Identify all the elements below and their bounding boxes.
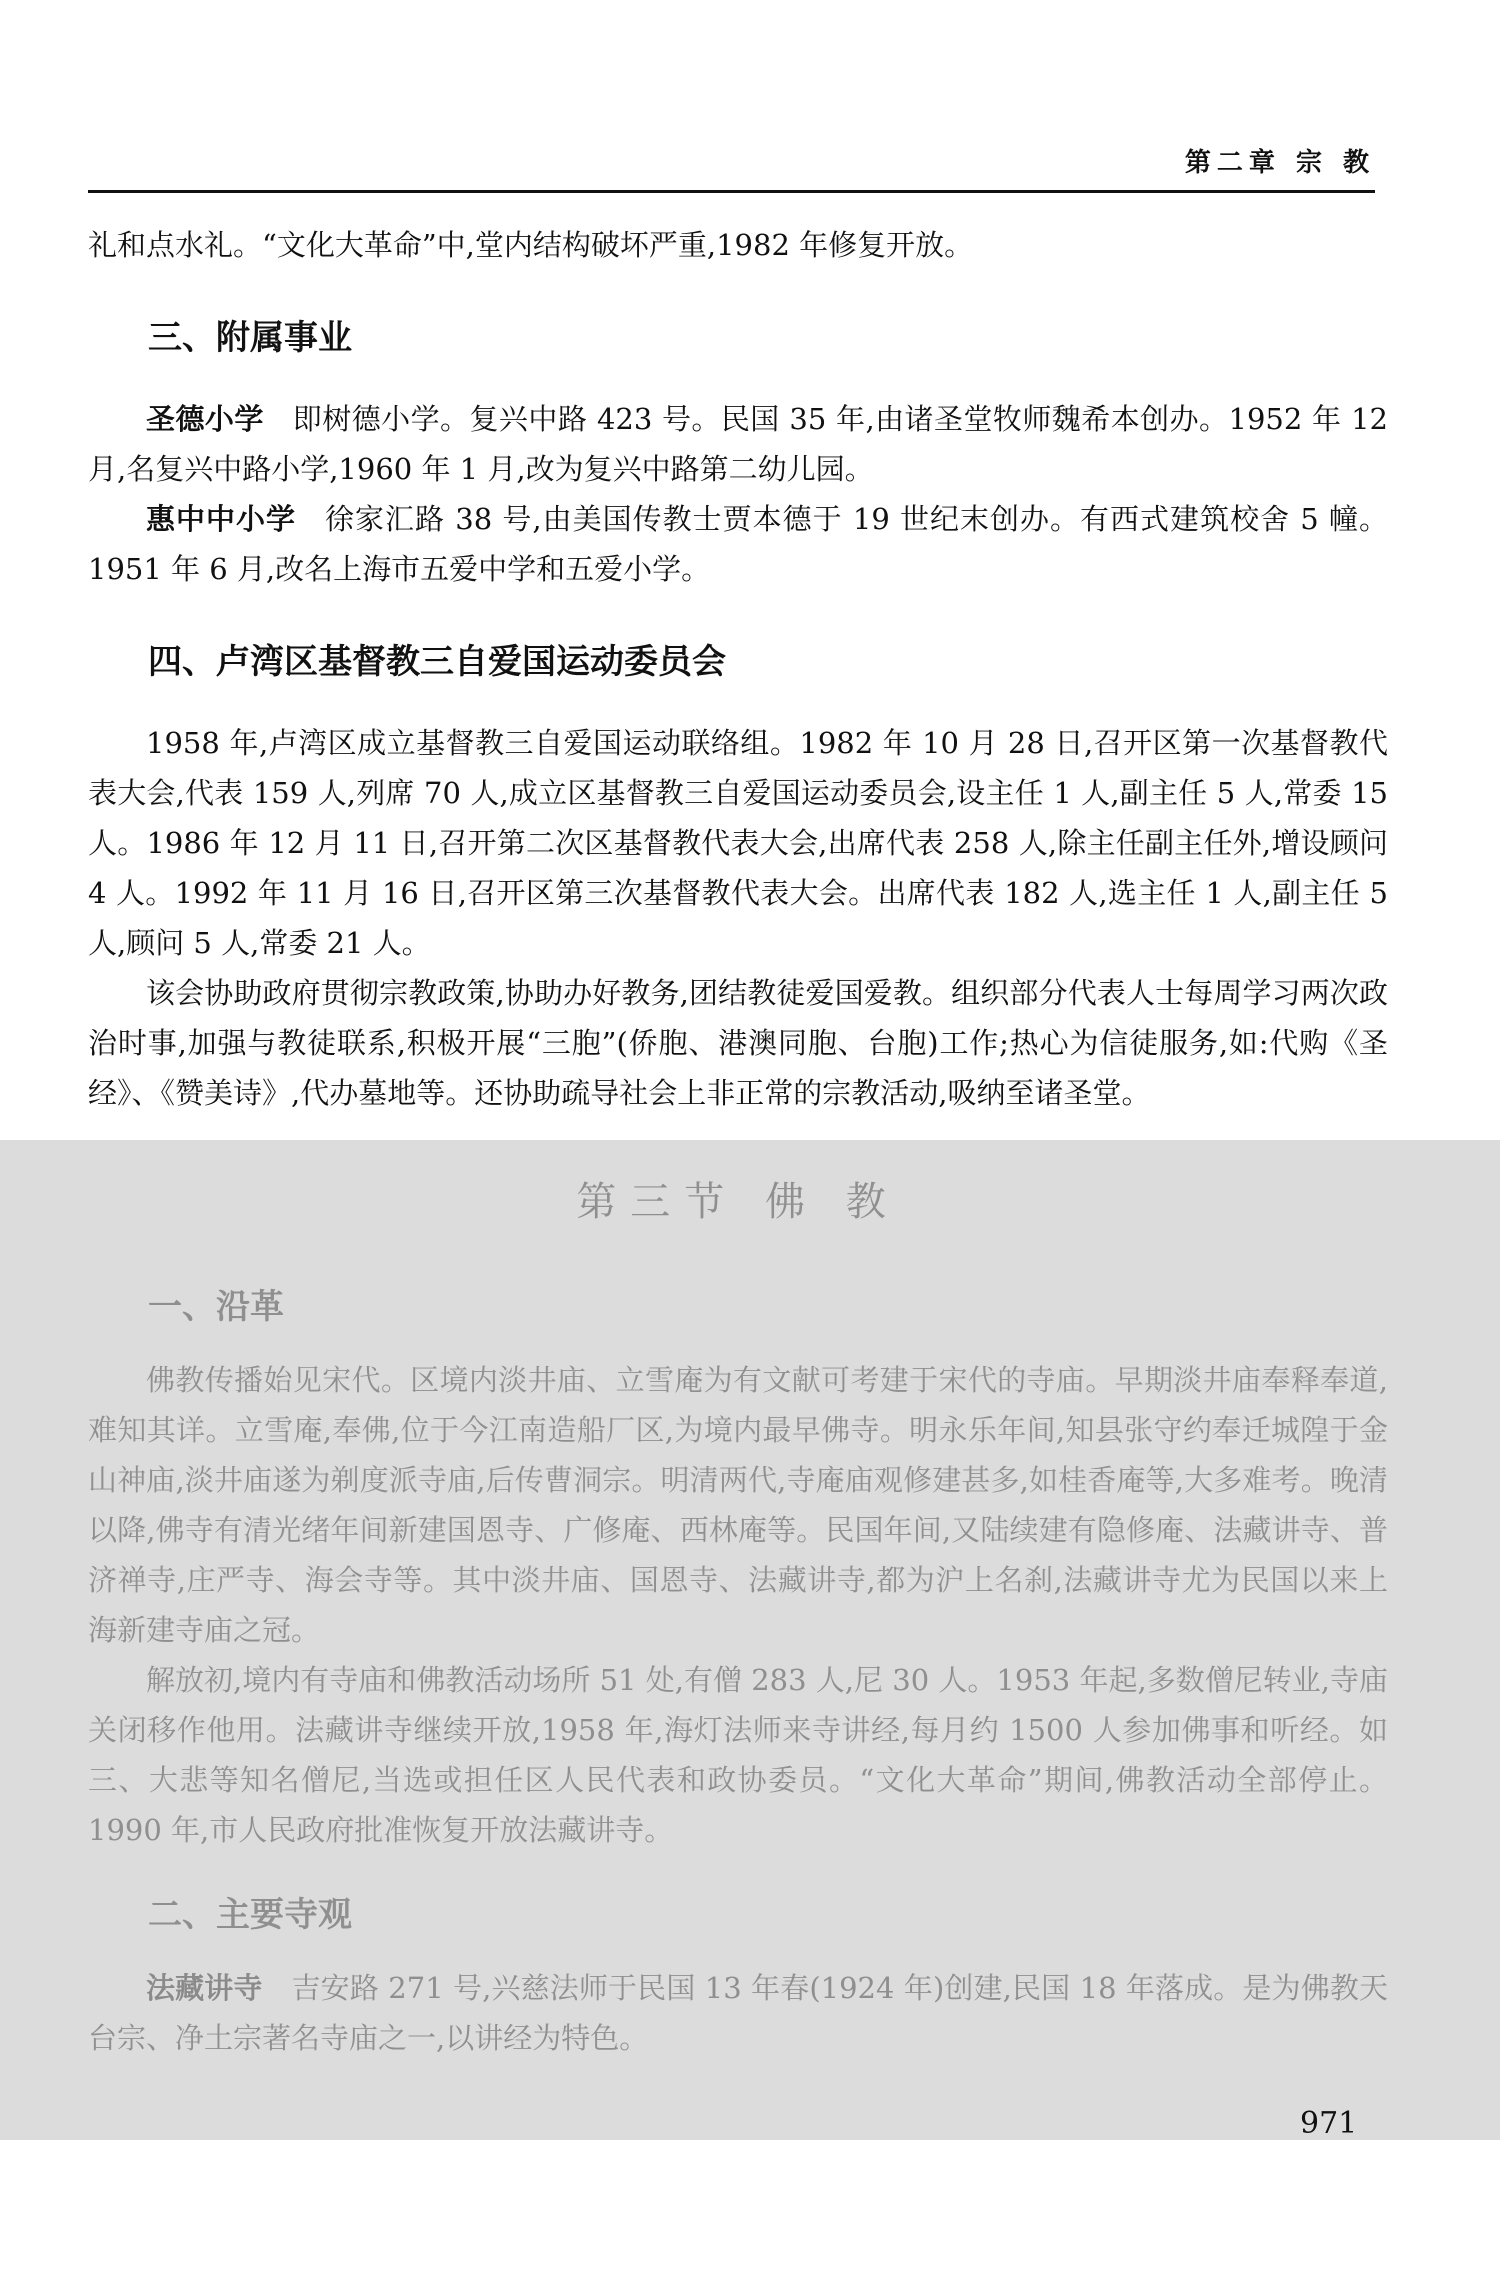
- paragraph-after-liberation: 解放初,境内有寺庙和佛教活动场所 51 处,有僧 283 人,尼 30 人。1953 年起,多数僧尼转业,寺庙关闭移作他用。法藏讲寺继续开放,1958 年,海灯法师来寺讲经,每月约 1500 人参加佛事和听经。如三、大悲等知名僧尼,当选或担任区人民代表和政协委员。“文化大革命”期间,佛教活动全部停止。1990 年,市人民政府批准恢复开放法藏讲寺。: [88, 1663, 1388, 1847]
- term-huizhong-school: 惠中中小学: [146, 502, 297, 536]
- paragraph-continuation: 礼和点水礼。“文化大革命”中,堂内结构破坏严重,1982 年修复开放。: [88, 228, 974, 262]
- paragraph-huizhong-text: 徐家汇路 38 号,由美国传教士贾本德于 19 世纪末创办。有西式建筑校舍 5 幢。1951 年 6 月,改名上海市五爱中学和五爱小学。: [88, 502, 1388, 586]
- chapter-title: 第二章 宗 教: [1184, 148, 1375, 178]
- page-number: 971: [1300, 2106, 1358, 2141]
- paragraph-shengde-school: [88, 394, 1388, 494]
- heading-affiliated-undertakings: 三、附属事业: [148, 318, 352, 358]
- paragraph-fazang-text: 吉安路 271 号,兴慈法师于民国 13 年春(1924 年)创建,民国 18 年落成。是为佛教天台宗、净土宗著名寺庙之一,以讲经为特色。: [88, 1971, 1388, 2055]
- term-fazang-temple: 法藏讲寺: [146, 1971, 263, 2005]
- paragraph-fazang-temple: [88, 1963, 1388, 2063]
- heading-main-temples: 二、主要寺观: [148, 1895, 352, 1935]
- heading-history: 一、沿革: [148, 1287, 284, 1327]
- paragraph-huizhong-school: [88, 494, 1388, 594]
- paragraph-shengde-text: 即树德小学。复兴中路 423 号。民国 35 年,由诸圣堂牧师魏希本创办。1952 年 12 月,名复兴中路小学,1960 年 1 月,改为复兴中路第二幼儿园。: [88, 402, 1388, 486]
- paragraph-committee-work: 该会协助政府贯彻宗教政策,协助办好教务,团结教徒爱国爱教。组织部分代表人士每周学习两次政治时事,加强与教徒联系,积极开展“三胞”(侨胞、港澳同胞、台胞)工作;热心为信徒服务,如:代购《圣经》、《赞美诗》,代办墓地等。还协助疏导社会上非正常的宗教活动,吸纳至诸圣堂。: [88, 976, 1388, 1110]
- buddhism-section: [0, 1140, 1500, 2140]
- paragraph-committee-history: 1958 年,卢湾区成立基督教三自爱国运动联络组。1982 年 10 月 28 日,召开区第一次基督教代表大会,代表 159 人,列席 70 人,成立区基督教三自爱国运动委员会,设主任 1 人,副主任 5 人,常委 15 人。1986 年 12 月 11 日,召开第二次区基督教代表大会,出席代表 258 人,除主任副主任外,增设顾问 4 人。1992 年 11 月 16 日,召开区第三次基督教代表大会。出席代表 182 人,选主任 1 人,副主任 5 人,顾问 5 人,常委 21 人。: [88, 726, 1388, 960]
- term-shengde-school: 圣德小学: [146, 402, 264, 436]
- main-text: [88, 220, 1388, 1118]
- paragraph-buddhism-history: 佛教传播始见宋代。区境内淡井庙、立雪庵为有文献可考建于宋代的寺庙。早期淡井庙奉释奉道,难知其详。立雪庵,奉佛,位于今江南造船厂区,为境内最早佛寺。明永乐年间,知县张守约奉迁城隍于金山神庙,淡井庙遂为剃度派寺庙,后传曹洞宗。明清两代,寺庵庙观修建甚多,如桂香庵等,大多难考。晚清以降,佛寺有清光绪年间新建国恩寺、广修庵、西林庵等。民国年间,又陆续建有隐修庵、法藏讲寺、普济禅寺,庄严寺、海会寺等。其中淡井庙、国恩寺、法藏讲寺,都为沪上名刹,法藏讲寺尤为民国以来上海新建寺庙之冠。: [88, 1363, 1388, 1647]
- running-header: [88, 140, 1375, 193]
- buddhism-section-content: [88, 1170, 1388, 2063]
- section-title: 第三节 佛 教: [576, 1179, 900, 1225]
- heading-three-self-committee: 四、卢湾区基督教三自爱国运动委员会: [148, 642, 726, 682]
